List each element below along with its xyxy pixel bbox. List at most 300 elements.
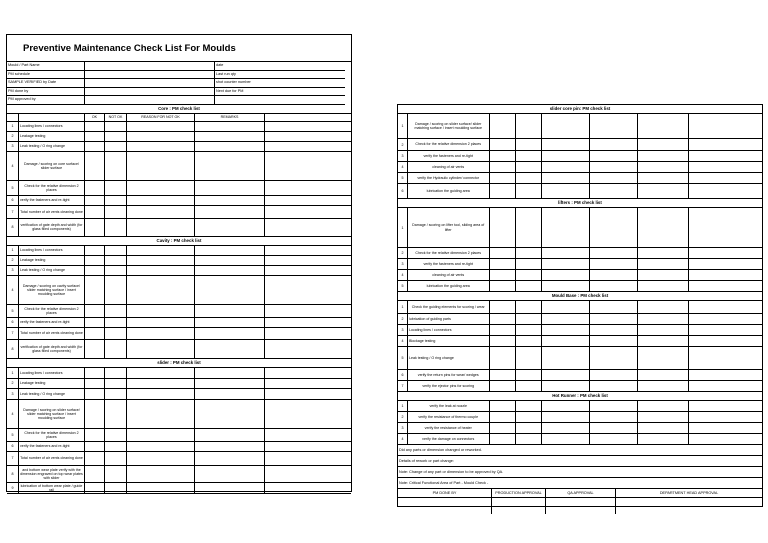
entry-cell[interactable] xyxy=(265,206,351,218)
entry-cell[interactable] xyxy=(127,379,195,388)
entry-cell[interactable] xyxy=(105,328,127,339)
signature-field[interactable] xyxy=(492,498,546,514)
entry-cell[interactable] xyxy=(265,466,351,482)
entry-cell[interactable] xyxy=(127,266,195,275)
entry-cell[interactable] xyxy=(542,151,590,161)
entry-cell[interactable] xyxy=(195,132,265,141)
entry-cell[interactable] xyxy=(85,389,105,399)
entry-cell[interactable] xyxy=(85,152,105,180)
entry-cell[interactable] xyxy=(638,412,690,422)
entry-cell[interactable] xyxy=(85,122,105,131)
entry-cell[interactable] xyxy=(490,173,517,183)
entry-cell[interactable] xyxy=(516,184,542,198)
entry-cell[interactable] xyxy=(85,181,105,195)
entry-cell[interactable] xyxy=(127,389,195,399)
entry-cell[interactable] xyxy=(542,184,590,198)
entry-cell[interactable] xyxy=(195,276,265,304)
entry-cell[interactable] xyxy=(105,219,127,236)
entry-cell[interactable] xyxy=(105,442,127,451)
entry-cell[interactable] xyxy=(689,139,762,150)
signature-label: DEPARTMENT HEAD APPROVAL xyxy=(659,491,719,495)
entry-cell[interactable] xyxy=(127,340,195,358)
entry-cell[interactable] xyxy=(127,328,195,339)
entry-cell[interactable] xyxy=(105,181,127,195)
entry-cell[interactable] xyxy=(195,142,265,151)
entry-cell[interactable] xyxy=(689,162,762,172)
entry-cell[interactable] xyxy=(590,423,638,433)
entry-cell[interactable] xyxy=(85,442,105,451)
signature-field[interactable] xyxy=(616,498,762,514)
entry-cell[interactable] xyxy=(638,434,690,444)
entry-cell[interactable] xyxy=(265,389,351,399)
entry-cell[interactable] xyxy=(85,318,105,327)
row-number: 3 xyxy=(7,389,19,399)
entry-cell[interactable] xyxy=(490,370,517,380)
entry-cell[interactable] xyxy=(265,266,351,275)
entry-cell[interactable] xyxy=(195,318,265,327)
entry-cell[interactable] xyxy=(590,401,638,411)
entry-cell[interactable] xyxy=(590,270,638,280)
entry-cell[interactable] xyxy=(542,248,590,258)
check-item: verify the leak at nozzle xyxy=(408,401,490,411)
entry-cell[interactable] xyxy=(590,301,638,313)
entry-cell[interactable] xyxy=(265,132,351,141)
entry-cell[interactable] xyxy=(542,314,590,324)
check-item: Check for the relative dimension 2 places xyxy=(19,181,85,195)
core-section xyxy=(7,105,351,237)
entry-cell[interactable] xyxy=(127,152,195,180)
entry-cell[interactable] xyxy=(638,423,690,433)
entry-cell[interactable] xyxy=(105,340,127,358)
entry-cell[interactable] xyxy=(265,340,351,358)
entry-cell[interactable] xyxy=(195,379,265,388)
entry-cell[interactable] xyxy=(105,452,127,465)
entry-cell[interactable] xyxy=(638,151,690,161)
header-value[interactable] xyxy=(85,71,215,80)
entry-cell[interactable] xyxy=(689,336,762,346)
entry-cell[interactable] xyxy=(195,483,265,493)
entry-cell[interactable] xyxy=(542,370,590,380)
entry-cell[interactable] xyxy=(195,400,265,428)
row-number: 7 xyxy=(398,381,408,391)
entry-cell[interactable] xyxy=(195,181,265,195)
entry-cell[interactable] xyxy=(590,434,638,444)
entry-cell[interactable] xyxy=(490,423,517,433)
entry-cell[interactable] xyxy=(85,379,105,388)
entry-cell[interactable] xyxy=(638,208,690,247)
entry-cell[interactable] xyxy=(195,122,265,131)
entry-cell[interactable] xyxy=(85,305,105,317)
entry-cell[interactable] xyxy=(127,132,195,141)
entry-cell[interactable] xyxy=(85,340,105,358)
entry-cell[interactable] xyxy=(265,318,351,327)
entry-cell[interactable] xyxy=(105,152,127,180)
entry-cell[interactable] xyxy=(85,206,105,218)
entry-cell[interactable] xyxy=(85,452,105,465)
entry-cell[interactable] xyxy=(490,184,517,198)
entry-cell[interactable] xyxy=(265,219,351,236)
entry-cell[interactable] xyxy=(542,434,590,444)
entry-cell[interactable] xyxy=(127,246,195,255)
entry-cell[interactable] xyxy=(105,206,127,218)
entry-cell[interactable] xyxy=(516,151,542,161)
entry-cell[interactable] xyxy=(85,368,105,378)
entry-cell[interactable] xyxy=(265,181,351,195)
entry-cell[interactable] xyxy=(195,256,265,265)
entry-cell[interactable] xyxy=(689,208,762,247)
entry-cell[interactable] xyxy=(195,452,265,465)
entry-cell[interactable] xyxy=(542,423,590,433)
entry-cell[interactable] xyxy=(105,142,127,151)
entry-cell[interactable] xyxy=(490,325,517,335)
header-right-label: Next due for PM xyxy=(215,88,345,97)
entry-cell[interactable] xyxy=(195,429,265,441)
header-value[interactable] xyxy=(85,88,215,97)
entry-cell[interactable] xyxy=(542,208,590,247)
entry-cell[interactable] xyxy=(516,270,542,280)
header-value[interactable] xyxy=(85,62,215,71)
entry-cell[interactable] xyxy=(516,208,542,247)
entry-cell[interactable] xyxy=(127,196,195,205)
entry-cell[interactable] xyxy=(638,162,690,172)
entry-cell[interactable] xyxy=(105,483,127,493)
entry-cell[interactable] xyxy=(265,483,351,493)
entry-cell[interactable] xyxy=(590,381,638,391)
entry-cell[interactable] xyxy=(127,483,195,493)
footer-line: Details of rework or part change: xyxy=(398,456,762,467)
entry-cell[interactable] xyxy=(638,184,690,198)
entry-cell[interactable] xyxy=(127,452,195,465)
entry-cell[interactable] xyxy=(85,328,105,339)
row-number: 4 xyxy=(7,400,19,428)
entry-cell[interactable] xyxy=(265,276,351,304)
entry-cell[interactable] xyxy=(265,368,351,378)
entry-cell[interactable] xyxy=(689,114,762,138)
checklist-row xyxy=(7,246,351,256)
column-header xyxy=(265,114,351,121)
entry-cell[interactable] xyxy=(127,466,195,482)
entry-cell[interactable] xyxy=(265,142,351,151)
entry-cell[interactable] xyxy=(105,379,127,388)
entry-cell[interactable] xyxy=(85,219,105,236)
entry-cell[interactable] xyxy=(590,412,638,422)
entry-cell[interactable] xyxy=(195,246,265,255)
section-title: slider core pin: PM check list xyxy=(398,105,762,114)
entry-cell[interactable] xyxy=(85,429,105,441)
entry-cell[interactable] xyxy=(689,423,762,433)
row-number: 3 xyxy=(398,423,408,433)
entry-cell[interactable] xyxy=(590,314,638,324)
entry-cell[interactable] xyxy=(127,429,195,441)
row-number: 6 xyxy=(7,196,19,205)
entry-cell[interactable] xyxy=(490,259,517,269)
entry-cell[interactable] xyxy=(689,248,762,258)
entry-cell[interactable] xyxy=(85,276,105,304)
entry-cell[interactable] xyxy=(105,318,127,327)
entry-cell[interactable] xyxy=(265,442,351,451)
entry-cell[interactable] xyxy=(542,325,590,335)
entry-cell[interactable] xyxy=(105,256,127,265)
entry-cell[interactable] xyxy=(490,336,517,346)
entry-cell[interactable] xyxy=(689,281,762,291)
entry-cell[interactable] xyxy=(590,347,638,369)
column-header: NOT OK xyxy=(105,114,127,121)
hot-runner-section xyxy=(398,392,762,445)
entry-cell[interactable] xyxy=(638,401,690,411)
entry-cell[interactable] xyxy=(105,276,127,304)
row-number: 4 xyxy=(398,336,408,346)
entry-cell[interactable] xyxy=(85,196,105,205)
entry-cell[interactable] xyxy=(490,434,517,444)
entry-cell[interactable] xyxy=(265,305,351,317)
entry-cell[interactable] xyxy=(590,184,638,198)
entry-cell[interactable] xyxy=(516,381,542,391)
entry-cell[interactable] xyxy=(638,114,690,138)
entry-cell[interactable] xyxy=(490,281,517,291)
header-label: PM approved by xyxy=(7,96,85,105)
entry-cell[interactable] xyxy=(265,122,351,131)
entry-cell[interactable] xyxy=(638,381,690,391)
entry-cell[interactable] xyxy=(590,162,638,172)
checklist-row xyxy=(7,483,351,494)
entry-cell[interactable] xyxy=(689,184,762,198)
entry-cell[interactable] xyxy=(85,132,105,141)
entry-cell[interactable] xyxy=(195,328,265,339)
entry-cell[interactable] xyxy=(542,173,590,183)
header-label: Mould / Part Name xyxy=(7,62,85,71)
entry-cell[interactable] xyxy=(195,266,265,275)
entry-cell[interactable] xyxy=(689,314,762,324)
row-number: 2 xyxy=(398,248,408,258)
entry-cell[interactable] xyxy=(689,370,762,380)
entry-cell[interactable] xyxy=(542,301,590,313)
entry-cell[interactable] xyxy=(638,347,690,369)
entry-cell[interactable] xyxy=(195,466,265,482)
entry-cell[interactable] xyxy=(689,151,762,161)
entry-cell[interactable] xyxy=(689,270,762,280)
entry-cell[interactable] xyxy=(516,248,542,258)
entry-cell[interactable] xyxy=(490,270,517,280)
entry-cell[interactable] xyxy=(195,368,265,378)
entry-cell[interactable] xyxy=(516,259,542,269)
entry-cell[interactable] xyxy=(490,139,517,150)
signature-field[interactable] xyxy=(398,498,492,514)
mould-base-section xyxy=(398,292,762,392)
header-value[interactable] xyxy=(85,96,215,105)
entry-cell[interactable] xyxy=(105,368,127,378)
entry-cell[interactable] xyxy=(638,325,690,335)
entry-cell[interactable] xyxy=(516,370,542,380)
entry-cell[interactable] xyxy=(105,400,127,428)
entry-cell[interactable] xyxy=(85,400,105,428)
entry-cell[interactable] xyxy=(490,412,517,422)
lifters-section xyxy=(398,199,762,292)
entry-cell[interactable] xyxy=(689,259,762,269)
entry-cell[interactable] xyxy=(490,314,517,324)
entry-cell[interactable] xyxy=(127,400,195,428)
entry-cell[interactable] xyxy=(590,248,638,258)
entry-cell[interactable] xyxy=(516,162,542,172)
entry-cell[interactable] xyxy=(516,423,542,433)
entry-cell[interactable] xyxy=(542,114,590,138)
entry-cell[interactable] xyxy=(195,152,265,180)
entry-cell[interactable] xyxy=(490,381,517,391)
entry-cell[interactable] xyxy=(105,389,127,399)
entry-cell[interactable] xyxy=(590,114,638,138)
entry-cell[interactable] xyxy=(638,248,690,258)
entry-cell[interactable] xyxy=(689,325,762,335)
entry-cell[interactable] xyxy=(127,276,195,304)
entry-cell[interactable] xyxy=(542,347,590,369)
entry-cell[interactable] xyxy=(638,336,690,346)
entry-cell[interactable] xyxy=(490,162,517,172)
entry-cell[interactable] xyxy=(590,151,638,161)
entry-cell[interactable] xyxy=(127,305,195,317)
entry-cell[interactable] xyxy=(516,314,542,324)
entry-cell[interactable] xyxy=(265,256,351,265)
entry-cell[interactable] xyxy=(542,162,590,172)
entry-cell[interactable] xyxy=(265,452,351,465)
entry-cell[interactable] xyxy=(195,442,265,451)
entry-cell[interactable] xyxy=(85,256,105,265)
row-number: 7 xyxy=(7,452,19,465)
entry-cell[interactable] xyxy=(689,347,762,369)
entry-cell[interactable] xyxy=(195,389,265,399)
entry-cell[interactable] xyxy=(127,442,195,451)
entry-cell[interactable] xyxy=(638,301,690,313)
entry-cell[interactable] xyxy=(638,139,690,150)
entry-cell[interactable] xyxy=(590,259,638,269)
entry-cell[interactable] xyxy=(195,305,265,317)
entry-cell[interactable] xyxy=(590,325,638,335)
entry-cell[interactable] xyxy=(516,325,542,335)
entry-cell[interactable] xyxy=(195,340,265,358)
entry-cell[interactable] xyxy=(689,434,762,444)
entry-cell[interactable] xyxy=(195,196,265,205)
entry-cell[interactable] xyxy=(638,370,690,380)
entry-cell[interactable] xyxy=(516,281,542,291)
entry-cell[interactable] xyxy=(516,336,542,346)
entry-cell[interactable] xyxy=(490,114,517,138)
entry-cell[interactable] xyxy=(85,142,105,151)
entry-cell[interactable] xyxy=(490,208,517,247)
entry-cell[interactable] xyxy=(590,281,638,291)
entry-cell[interactable] xyxy=(105,305,127,317)
entry-cell[interactable] xyxy=(590,336,638,346)
entry-cell[interactable] xyxy=(590,139,638,150)
section-title: Cavity : PM check list xyxy=(7,237,351,246)
entry-cell[interactable] xyxy=(590,370,638,380)
row-number: 5 xyxy=(398,347,408,369)
entry-cell[interactable] xyxy=(516,173,542,183)
entry-cell[interactable] xyxy=(265,379,351,388)
entry-cell[interactable] xyxy=(516,301,542,313)
entry-cell[interactable] xyxy=(689,401,762,411)
entry-cell[interactable] xyxy=(127,122,195,131)
signature-field[interactable] xyxy=(546,498,616,514)
entry-cell[interactable] xyxy=(490,248,517,258)
entry-cell[interactable] xyxy=(265,429,351,441)
entry-cell[interactable] xyxy=(105,466,127,482)
entry-cell[interactable] xyxy=(590,208,638,247)
entry-cell[interactable] xyxy=(542,401,590,411)
check-item: verify the fasteners and re-tight xyxy=(19,442,85,451)
entry-cell[interactable] xyxy=(689,381,762,391)
entry-cell[interactable] xyxy=(516,139,542,150)
entry-cell[interactable] xyxy=(265,400,351,428)
entry-cell[interactable] xyxy=(105,196,127,205)
entry-cell[interactable] xyxy=(85,483,105,493)
entry-cell[interactable] xyxy=(127,206,195,218)
entry-cell[interactable] xyxy=(105,246,127,255)
entry-cell[interactable] xyxy=(195,206,265,218)
entry-cell[interactable] xyxy=(127,219,195,236)
entry-cell[interactable] xyxy=(85,266,105,275)
signature-space-row xyxy=(398,498,762,514)
entry-cell[interactable] xyxy=(85,466,105,482)
entry-cell[interactable] xyxy=(638,314,690,324)
checklist-row xyxy=(398,370,762,381)
entry-cell[interactable] xyxy=(490,301,517,313)
entry-cell[interactable] xyxy=(195,219,265,236)
entry-cell[interactable] xyxy=(689,301,762,313)
entry-cell[interactable] xyxy=(127,256,195,265)
check-item: verify the Hydraulic cylinder/ connector xyxy=(408,173,490,183)
entry-cell[interactable] xyxy=(638,259,690,269)
header-value[interactable] xyxy=(85,79,215,88)
check-item: Leak testing / O ring change xyxy=(19,266,85,275)
entry-cell[interactable] xyxy=(516,401,542,411)
entry-cell[interactable] xyxy=(590,173,638,183)
entry-cell[interactable] xyxy=(542,381,590,391)
entry-cell[interactable] xyxy=(542,412,590,422)
entry-cell[interactable] xyxy=(542,336,590,346)
entry-cell[interactable] xyxy=(85,246,105,255)
entry-cell[interactable] xyxy=(490,401,517,411)
entry-cell[interactable] xyxy=(542,281,590,291)
entry-cell[interactable] xyxy=(265,196,351,205)
checklist-row xyxy=(7,219,351,237)
entry-cell[interactable] xyxy=(490,347,517,369)
entry-cell[interactable] xyxy=(638,270,690,280)
entry-cell[interactable] xyxy=(127,318,195,327)
entry-cell[interactable] xyxy=(127,142,195,151)
entry-cell[interactable] xyxy=(265,328,351,339)
entry-cell[interactable] xyxy=(516,434,542,444)
entry-cell[interactable] xyxy=(127,368,195,378)
checklist-row xyxy=(7,181,351,196)
entry-cell[interactable] xyxy=(127,181,195,195)
entry-cell[interactable] xyxy=(542,139,590,150)
entry-cell[interactable] xyxy=(105,122,127,131)
entry-cell[interactable] xyxy=(105,266,127,275)
entry-cell[interactable] xyxy=(638,173,690,183)
entry-cell[interactable] xyxy=(490,151,517,161)
entry-cell[interactable] xyxy=(689,173,762,183)
check-item: verification of gate depth and width (for glass filled components) xyxy=(19,340,85,358)
entry-cell[interactable] xyxy=(689,412,762,422)
entry-cell[interactable] xyxy=(516,114,542,138)
entry-cell[interactable] xyxy=(638,281,690,291)
entry-cell[interactable] xyxy=(542,270,590,280)
entry-cell[interactable] xyxy=(105,132,127,141)
entry-cell[interactable] xyxy=(265,246,351,255)
entry-cell[interactable] xyxy=(542,259,590,269)
entry-cell[interactable] xyxy=(516,412,542,422)
entry-cell[interactable] xyxy=(265,152,351,180)
entry-cell[interactable] xyxy=(105,429,127,441)
entry-cell[interactable] xyxy=(516,347,542,369)
